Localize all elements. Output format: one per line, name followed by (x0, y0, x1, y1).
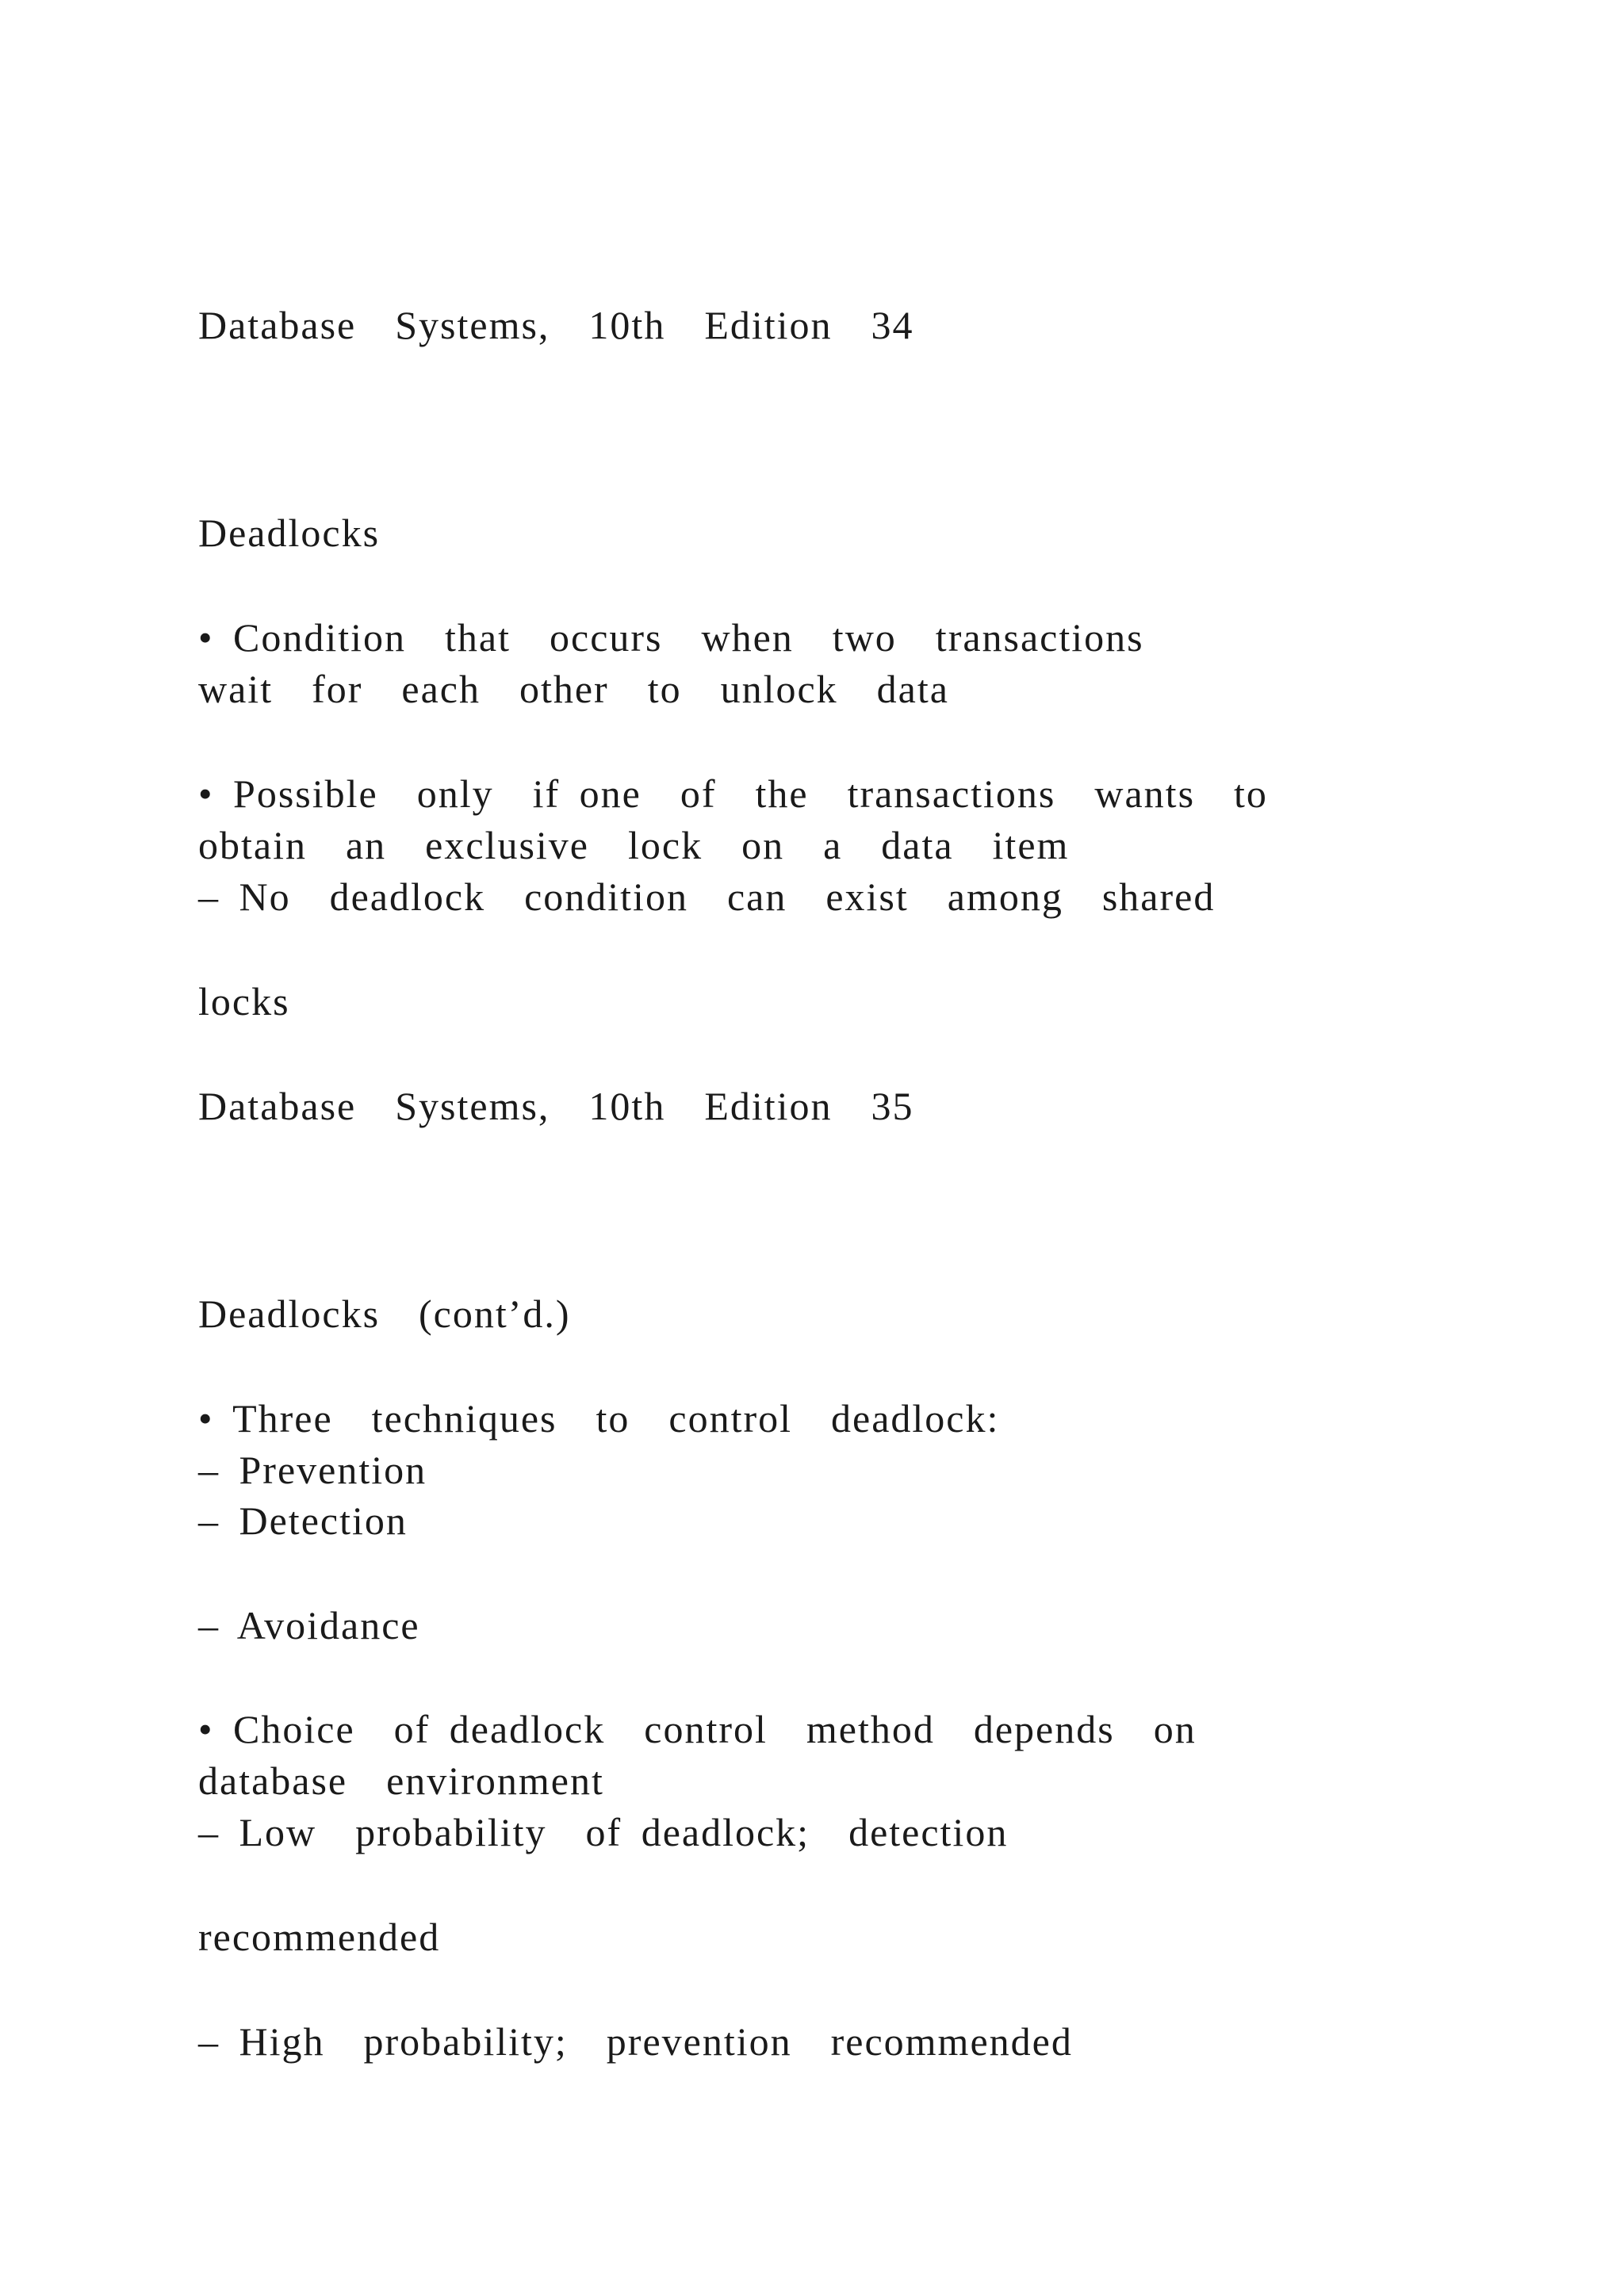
slide-footer-34: Database Systems, 10th Edition 34 (198, 303, 914, 347)
bullet-line: • Three techniques to control deadlock: (198, 1396, 1000, 1441)
sub-bullet-line: – No deadlock condition can exist among shared (198, 874, 1216, 919)
slide-footer-35: Database Systems, 10th Edition 35 (198, 1084, 914, 1128)
sub-bullet-line: – Low probability of deadlock; detection (198, 1810, 1009, 1854)
bullet-line: • Possible only if one of the transactions wants to (198, 771, 1268, 816)
sub-bullet-line: recommended (198, 1915, 441, 1959)
bullet-line: database environment (198, 1758, 604, 1803)
bullet-line: • Choice of deadlock control method depends on (198, 1707, 1197, 1751)
bullet-line: • Condition that occurs when two transactions (198, 615, 1144, 660)
slide-title-deadlocks: Deadlocks (198, 511, 381, 555)
sub-bullet-line: locks (198, 979, 290, 1024)
bullet-line: obtain an exclusive lock on a data item (198, 823, 1070, 867)
sub-bullet-line: – Prevention (198, 1448, 427, 1492)
bullet-line: wait for each other to unlock data (198, 667, 949, 711)
sub-bullet-line: – Detection (198, 1498, 408, 1543)
sub-bullet-line: – High probability; prevention recommended (198, 2019, 1073, 2064)
sub-bullet-line: – Avoidance (198, 1603, 420, 1647)
slide-title-deadlocks-contd: Deadlocks (cont’d.) (198, 1292, 571, 1336)
